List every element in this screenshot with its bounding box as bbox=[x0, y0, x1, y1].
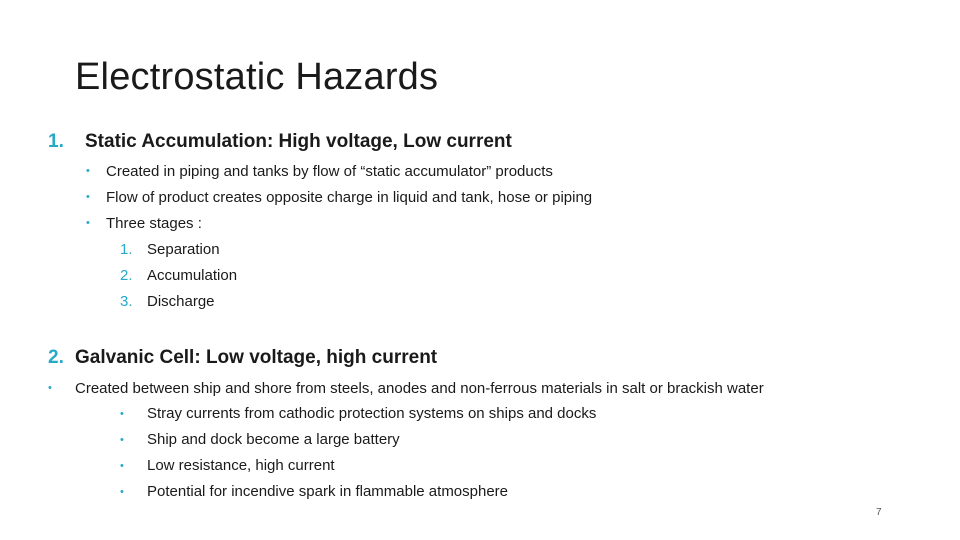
section-2-bullet-4: Potential for incendive spark in flammable atmosphere bbox=[147, 483, 509, 500]
section-1-bullet-2: Flow of product creates opposite charge in liquid and tank, hose or piping bbox=[106, 189, 593, 206]
section-2-bullet-1: Stray currents from cathodic protection systems on ships and docks bbox=[147, 405, 597, 422]
bullet-glyph: • bbox=[86, 217, 90, 229]
section-1-bullet-3: Three stages : bbox=[106, 215, 202, 232]
bullet-glyph: • bbox=[86, 165, 90, 177]
bullet-glyph: • bbox=[120, 460, 124, 472]
page-number: 7 bbox=[876, 507, 882, 518]
slide-title: Electrostatic Hazards bbox=[75, 56, 439, 98]
section-1-bullet-1: Created in piping and tanks by flow of “static accumulator” products bbox=[106, 163, 553, 180]
bullet-glyph: • bbox=[86, 191, 90, 203]
stage-2-number: 2. bbox=[120, 267, 133, 284]
section-1-number: 1. bbox=[48, 131, 64, 152]
bullet-glyph: • bbox=[120, 434, 124, 446]
stage-2-label: Accumulation bbox=[147, 267, 238, 284]
bullet-glyph: • bbox=[120, 486, 124, 498]
stage-3-label: Discharge bbox=[147, 293, 215, 310]
section-2-bullet-2: Ship and dock become a large battery bbox=[147, 431, 400, 448]
section-2-number: 2. bbox=[48, 347, 64, 368]
section-1-heading: Static Accumulation: High voltage, Low current bbox=[85, 131, 512, 152]
stage-3-number: 3. bbox=[120, 293, 133, 310]
bullet-glyph: • bbox=[120, 408, 124, 420]
section-2-bullet-3: Low resistance, high current bbox=[147, 457, 335, 474]
bullet-glyph: • bbox=[48, 382, 52, 394]
section-2-heading: Galvanic Cell: Low voltage, high current bbox=[75, 347, 438, 368]
section-2-intro: Created between ship and shore from steels, anodes and non-ferrous materials in salt or brackish water bbox=[75, 380, 764, 397]
stage-1-label: Separation bbox=[147, 241, 220, 258]
stage-1-number: 1. bbox=[120, 241, 133, 258]
